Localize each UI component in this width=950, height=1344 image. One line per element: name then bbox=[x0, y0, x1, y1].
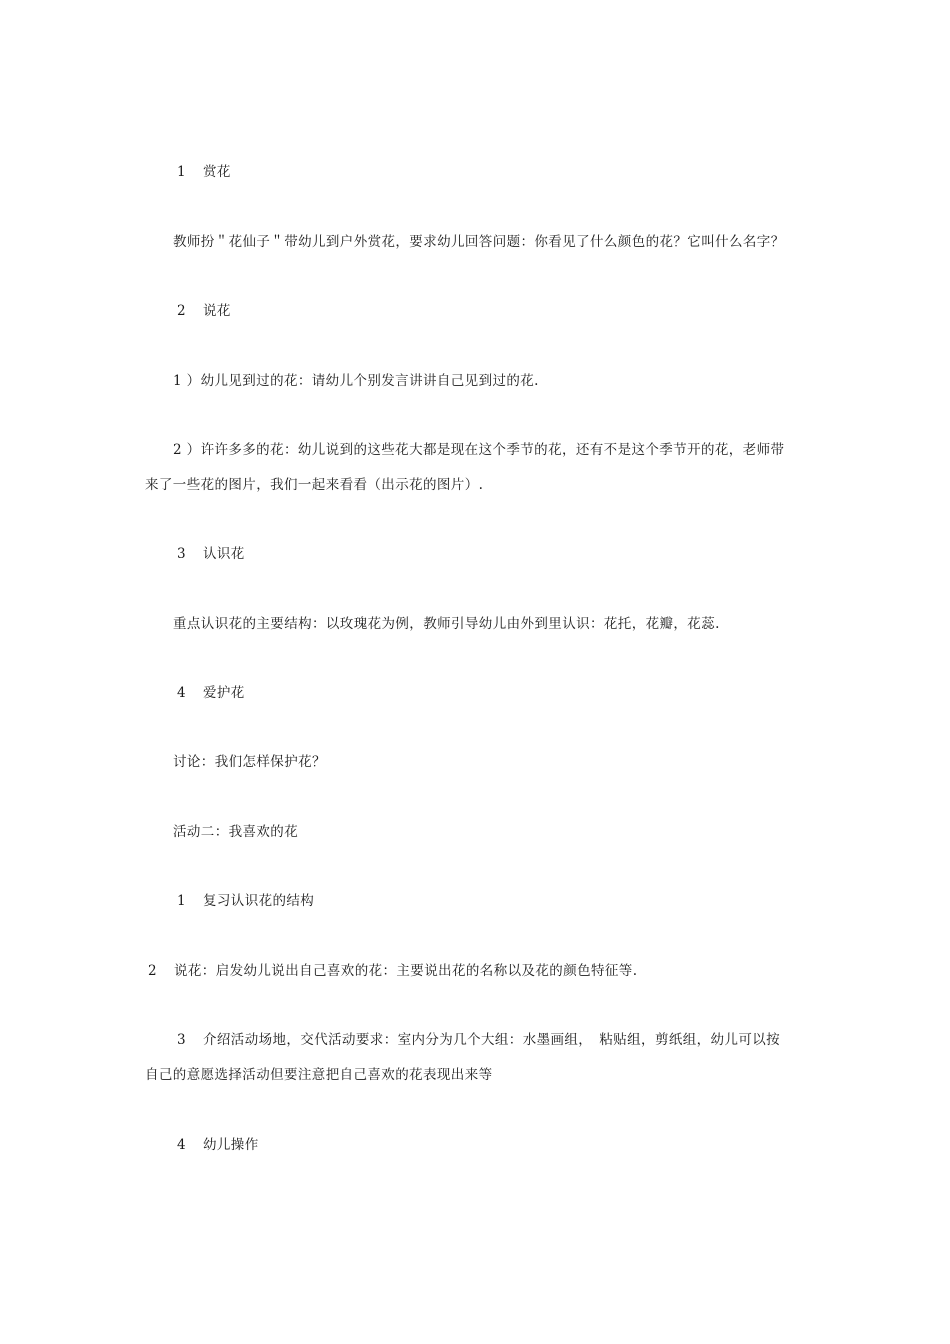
section-number: 4 bbox=[177, 1137, 186, 1153]
section-heading bbox=[177, 544, 245, 564]
section-heading bbox=[148, 961, 637, 981]
section-heading bbox=[177, 1135, 259, 1155]
paragraph: 教师扮＂花仙子＂带幼儿到户外赏花，要求幼儿回答问题：你看见了什么颜色的花？它叫什么名字？ bbox=[173, 234, 785, 250]
section-title: 说花：启发幼儿说出自己喜欢的花：主要说出花的名称以及花的颜色特征等. bbox=[174, 963, 638, 979]
section-title: 说花 bbox=[203, 303, 231, 319]
paragraph: 讨论：我们怎样保护花？ bbox=[173, 754, 326, 770]
section-title: 复习认识花的结构 bbox=[203, 893, 315, 909]
section-number: 3 bbox=[177, 546, 186, 562]
section-number: 2 bbox=[177, 303, 186, 319]
section-number: 1 bbox=[177, 893, 186, 909]
section-number: 2 bbox=[148, 963, 157, 979]
section-title: 介绍活动场地，交代活动要求：室内分为几个大组：水墨画组， 粘贴组，剪纸组，幼儿可以按 bbox=[203, 1032, 781, 1048]
section-heading bbox=[177, 301, 231, 321]
section-title: 爱护花 bbox=[203, 685, 245, 701]
activity-heading: 活动二：我喜欢的花 bbox=[173, 824, 299, 840]
section-heading bbox=[177, 1030, 780, 1050]
paragraph: 重点认识花的主要结构：以玫瑰花为例，教师引导幼儿由外到里认识：花托，花瓣，花蕊. bbox=[173, 616, 720, 632]
paragraph: 1 ）幼儿见到过的花：请幼儿个别发言讲讲自己见到过的花. bbox=[173, 373, 539, 389]
section-number: 4 bbox=[177, 685, 186, 701]
section-title: 赏花 bbox=[203, 164, 231, 180]
paragraph-continuation: 自己的意愿选择活动但要注意把自己喜欢的花表现出来等 bbox=[145, 1067, 493, 1083]
section-number: 3 bbox=[177, 1032, 186, 1048]
paragraph-continuation: 来了一些花的图片，我们一起来看看（出示花的图片）. bbox=[145, 477, 484, 493]
paragraph: 2 ）许许多多的花：幼儿说到的这些花大都是现在这个季节的花，还有不是这个季节开的花，老师带 bbox=[173, 442, 785, 458]
section-heading bbox=[177, 891, 314, 911]
section-heading bbox=[177, 683, 245, 703]
section-title: 幼儿操作 bbox=[203, 1137, 259, 1153]
section-heading bbox=[177, 162, 231, 182]
section-title: 认识花 bbox=[203, 546, 245, 562]
section-number: 1 bbox=[177, 164, 186, 180]
